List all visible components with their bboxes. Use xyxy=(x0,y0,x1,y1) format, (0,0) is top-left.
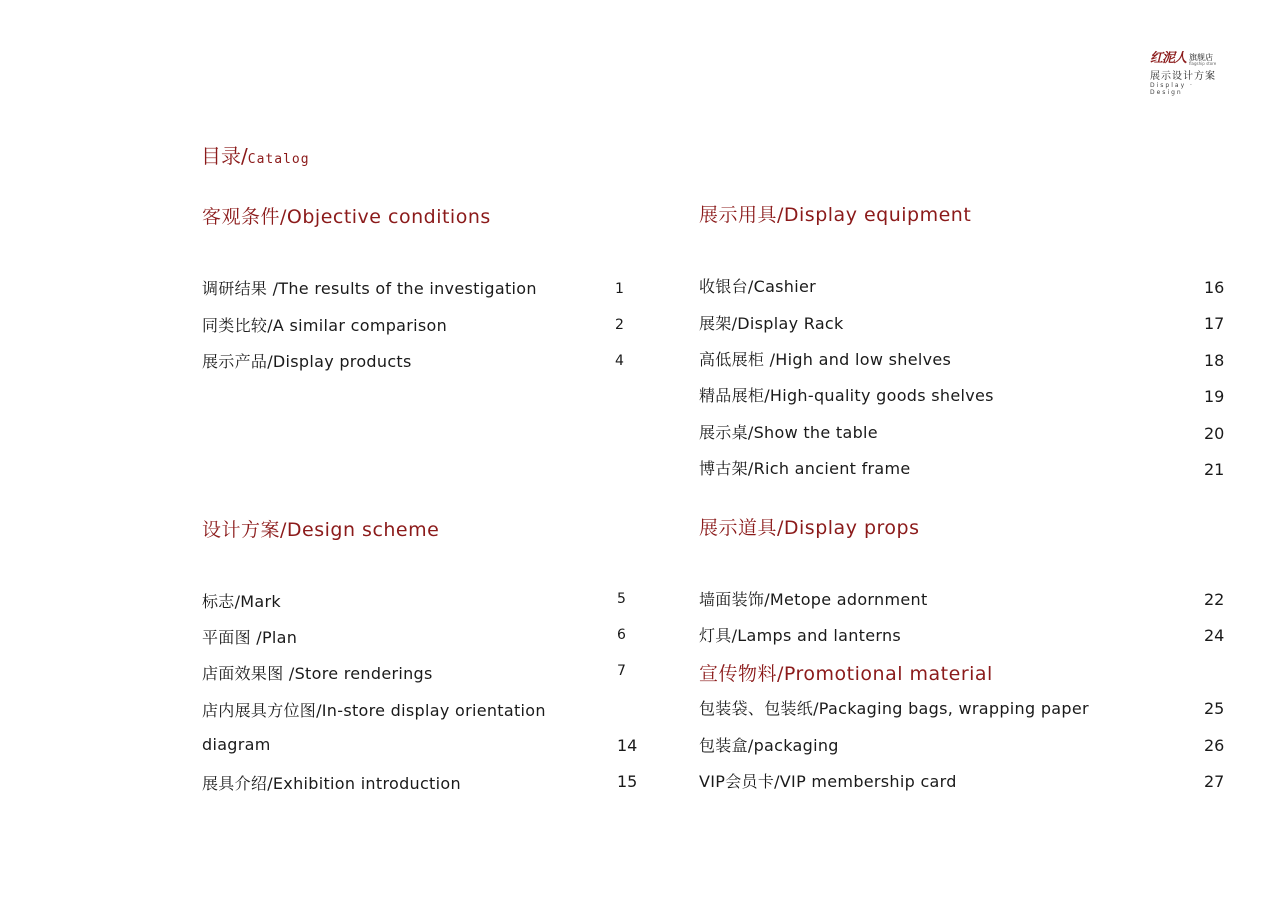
toc-entry-page: 16 xyxy=(1204,278,1225,297)
toc-entry-page: 24 xyxy=(1204,626,1225,645)
section-heading-props: 展示道具/Display props xyxy=(699,517,920,539)
section-heading-equipment: 展示用具/Display equipment xyxy=(699,204,972,226)
toc-entry-label[interactable]: 收银台/Cashier xyxy=(699,277,817,296)
toc-entry-label[interactable]: 墙面装饰/Metope adornment xyxy=(699,590,928,609)
toc-entry-page: 27 xyxy=(1204,772,1225,791)
toc-entry-page: 21 xyxy=(1204,460,1225,479)
toc-entry-page: 14 xyxy=(617,736,638,755)
section-heading-objective: 客观条件/Objective conditions xyxy=(202,206,491,228)
toc-entry-page: 18 xyxy=(1204,351,1225,370)
toc-entry-label[interactable]: 展架/Display Rack xyxy=(699,314,844,333)
toc-entry-page: 19 xyxy=(1204,387,1225,406)
toc-entry-label[interactable]: 店内展具方位图/In-store display orientation xyxy=(202,701,546,720)
toc-entry-label[interactable]: diagram xyxy=(202,735,271,754)
brand-store-cn: 旗舰店 xyxy=(1189,53,1214,62)
brand-logo xyxy=(1150,50,1230,66)
toc-entry-label[interactable]: VIP会员卡/VIP membership card xyxy=(699,772,957,791)
toc-entry-page: 17 xyxy=(1204,314,1225,333)
toc-entry-page: 6 xyxy=(617,627,626,643)
toc-entry-label[interactable]: 包装盒/packaging xyxy=(699,736,839,755)
toc-entry-page: 26 xyxy=(1204,736,1225,755)
brand-title-cn: 展示设计方案 xyxy=(1150,71,1216,82)
toc-entry-label[interactable]: 灯具/Lamps and lanterns xyxy=(699,626,902,645)
catalog-title-en: Catalog xyxy=(247,152,310,167)
toc-entry-label[interactable]: 展示桌/Show the table xyxy=(699,423,878,442)
toc-entry-page: 4 xyxy=(615,353,624,369)
toc-entry-label[interactable]: 同类比较/A similar comparison xyxy=(202,316,448,335)
toc-entry-label[interactable]: 博古架/Rich ancient frame xyxy=(699,459,911,478)
toc-entry-label[interactable]: 平面图 /Plan xyxy=(202,628,298,647)
toc-entry-label[interactable]: 展具介绍/Exhibition introduction xyxy=(202,774,461,793)
section-heading-design: 设计方案/Design scheme xyxy=(202,519,440,541)
toc-entry-page: 7 xyxy=(617,663,626,679)
brand-store-en: flagship store xyxy=(1189,61,1217,66)
toc-entry-page: 20 xyxy=(1204,424,1225,443)
toc-entry-page: 1 xyxy=(615,281,624,297)
toc-entry-label[interactable]: 调研结果 /The results of the investigation xyxy=(202,279,537,298)
brand-logo-mark: 红泥人 xyxy=(1150,51,1187,66)
toc-entry-page: 2 xyxy=(615,317,624,333)
section-heading-promo: 宣传物料/Promotional material xyxy=(699,663,993,685)
toc-entry-page: 5 xyxy=(617,591,626,607)
toc-entry-label[interactable]: 精品展柜/High-quality goods shelves xyxy=(699,386,994,405)
toc-entry-page: 15 xyxy=(617,772,638,791)
toc-entry-label[interactable]: 包装袋、包装纸/Packaging bags, wrapping paper xyxy=(699,699,1089,718)
brand-title-en: Display · Design xyxy=(1150,82,1194,96)
toc-entry-page: 25 xyxy=(1204,699,1225,718)
brand-block xyxy=(1150,50,1230,96)
catalog-title-cn: 目录/ xyxy=(201,144,248,168)
toc-entry-label[interactable]: 店面效果图 /Store renderings xyxy=(202,664,433,683)
toc-entry-label[interactable]: 高低展柜 /High and low shelves xyxy=(699,350,952,369)
catalog-title xyxy=(201,140,310,169)
brand-store-tag xyxy=(1189,54,1216,66)
toc-entry-label[interactable]: 标志/Mark xyxy=(202,592,281,611)
toc-entry-label[interactable]: 展示产品/Display products xyxy=(202,352,412,371)
toc-entry-page: 22 xyxy=(1204,590,1225,609)
